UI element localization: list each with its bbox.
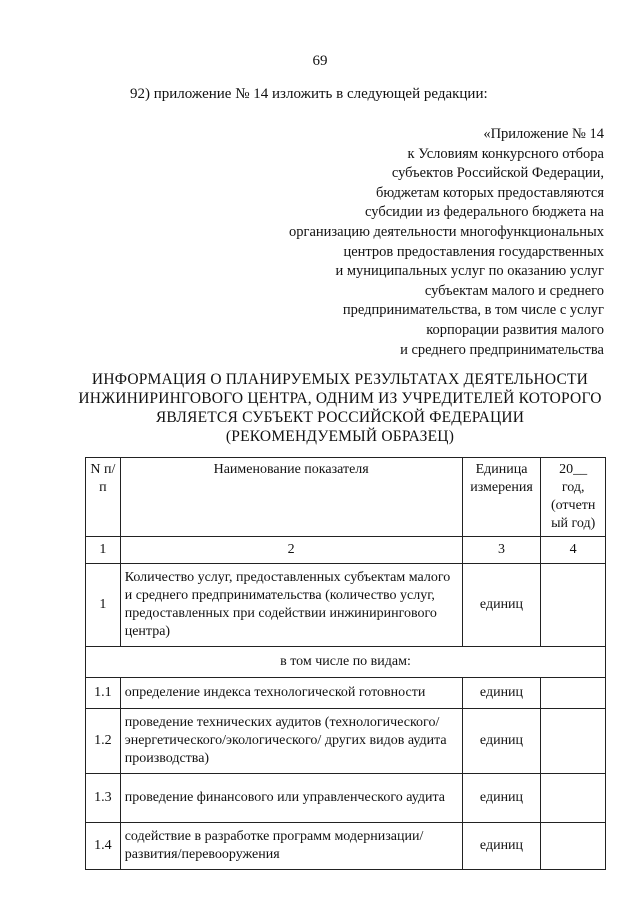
row-unit: единиц [462, 709, 541, 774]
document-title [60, 370, 620, 446]
appendix-line: и среднего предпринимательства [400, 341, 604, 358]
appendix-line: субъектов Российской Федерации, [391, 165, 604, 182]
row-unit: единиц [462, 823, 541, 870]
row-num: 1.2 [86, 709, 121, 774]
appendix-line: субсидии из федерального бюджета на [365, 204, 604, 221]
table-header-row [86, 458, 606, 537]
page-number: 69 [312, 53, 328, 69]
table-index-row [86, 537, 606, 564]
appendix-line: центров предоставления государственных [343, 243, 604, 260]
row-value [541, 823, 606, 870]
table-row [86, 678, 606, 709]
header-num: N п/п [86, 458, 121, 537]
appendix-line: и муниципальных услуг по оказанию услуг [335, 263, 604, 280]
header-year-line: 20__ [559, 462, 588, 477]
row-num: 1.3 [86, 774, 121, 823]
amendment-text: 92) приложение № 14 изложить в следующей редакции: [130, 86, 488, 102]
appendix-line: предпринимательства, в том числе с услуг [342, 302, 604, 319]
row-value [541, 709, 606, 774]
table-row [86, 564, 606, 647]
index-cell: 4 [541, 537, 606, 564]
header-year [541, 458, 606, 537]
header-year-line: год, [561, 480, 585, 495]
index-cell: 1 [86, 537, 121, 564]
row-name: определение индекса технологической готовности [120, 678, 462, 709]
row-name: проведение технических аудитов (технологического/энергетического/экологического/ других видов аудита производства) [120, 709, 462, 774]
appendix-block [224, 125, 604, 360]
row-unit: единиц [462, 564, 541, 647]
table-row [86, 774, 606, 823]
row-value [541, 564, 606, 647]
header-year-line: ый год) [551, 516, 596, 531]
row-num: 1.1 [86, 678, 121, 709]
title-line: (РЕКОМЕНДУЕМЫЙ ОБРАЗЕЦ) [225, 428, 455, 445]
row-unit: единиц [462, 678, 541, 709]
title-line: ИНЖИНИРИНГОВОГО ЦЕНТРА, ОДНИМ ИЗ УЧРЕДИТЕЛЕЙ КОТОРОГО [78, 390, 602, 407]
header-name: Наименование показателя [120, 458, 462, 537]
subheader-cell: в том числе по видам: [86, 647, 606, 678]
table-row [86, 709, 606, 774]
results-table [85, 457, 606, 870]
appendix-line: корпорации развития малого [426, 321, 604, 338]
index-cell: 2 [120, 537, 462, 564]
header-unit: Единица измерения [462, 458, 541, 537]
title-line: ИНФОРМАЦИЯ О ПЛАНИРУЕМЫХ РЕЗУЛЬТАТАХ ДЕЯТЕЛЬНОСТИ [91, 371, 589, 388]
appendix-line: бюджетам которых предоставляются [376, 184, 604, 201]
row-num: 1 [86, 564, 121, 647]
row-num: 1.4 [86, 823, 121, 870]
row-name: Количество услуг, предоставленных субъектам малого и среднего предпринимательства (количество услуг, предоставленных при содействии инжинирингового центра) [120, 564, 462, 647]
index-cell: 3 [462, 537, 541, 564]
appendix-line: субъектам малого и среднего [424, 282, 604, 299]
row-name: проведение финансового или управленческого аудита [120, 774, 462, 823]
row-value [541, 678, 606, 709]
table-subheader-row [86, 647, 606, 678]
row-unit: единиц [462, 774, 541, 823]
table-row [86, 823, 606, 870]
appendix-line: «Приложение № 14 [483, 126, 604, 142]
title-line: ЯВЛЯЕТСЯ СУБЪЕКТ РОССИЙСКОЙ ФЕДЕРАЦИИ [155, 409, 525, 426]
header-year-line: (отчетн [550, 498, 596, 513]
row-value [541, 774, 606, 823]
appendix-line: к Условиям конкурсного отбора [407, 145, 604, 162]
appendix-line: организацию деятельности многофункциональных [289, 223, 604, 240]
row-name: содействие в разработке программ модернизации/развития/перевооружения [120, 823, 462, 870]
